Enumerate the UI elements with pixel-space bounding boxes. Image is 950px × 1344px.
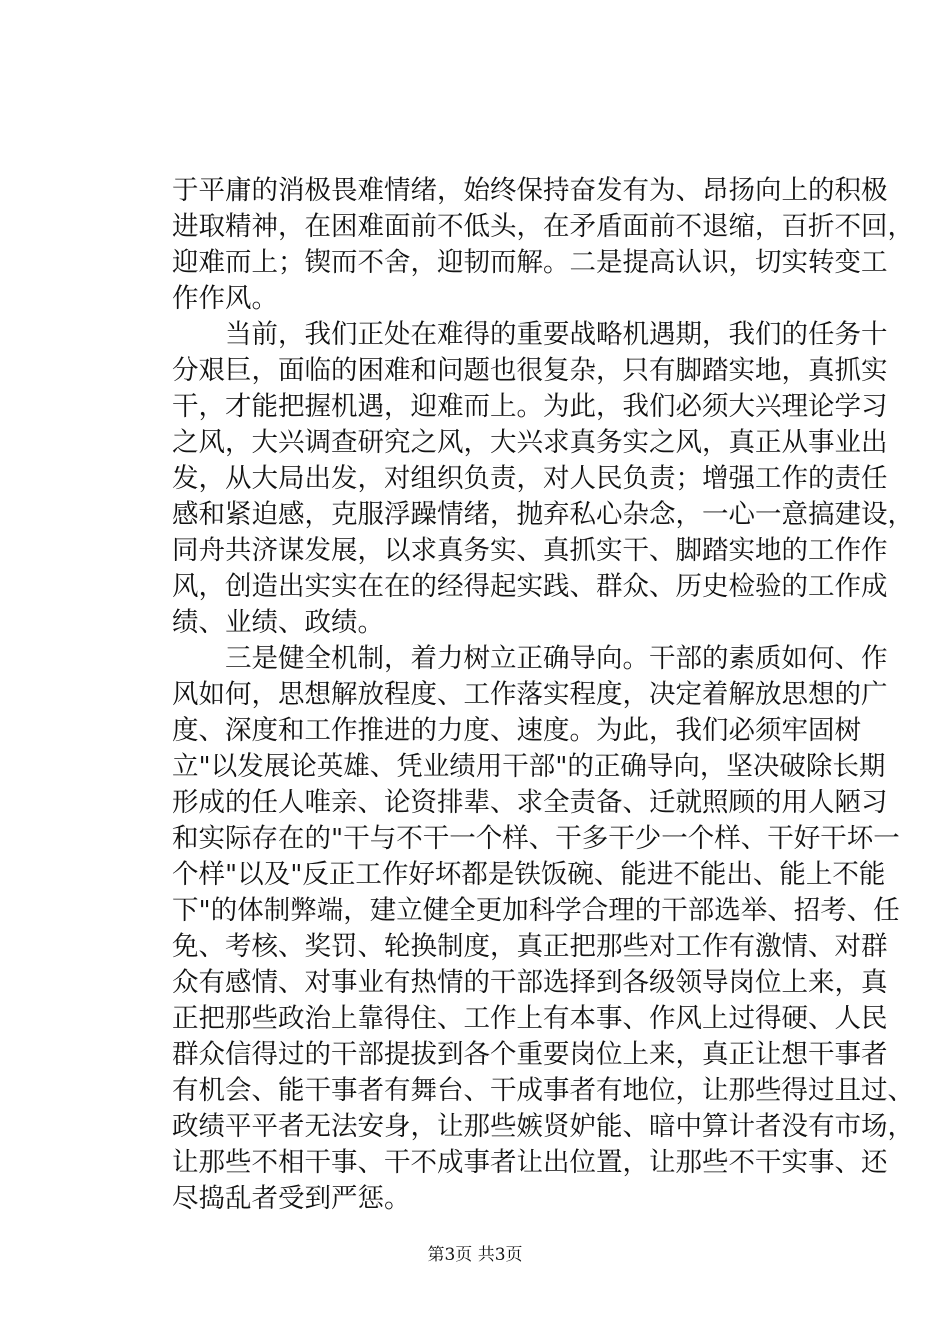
text-line: 干，才能把握机遇，迎难而上。为此，我们必须大兴理论学习 xyxy=(172,391,888,422)
text-line: 立"以发展论英雄、凭业绩用干部"的正确导向，坚决破除长期 xyxy=(172,751,886,782)
text-line: 绩、业绩、政绩。 xyxy=(172,607,384,638)
text-line: 免、考核、奖罚、轮换制度，真正把那些对工作有激情、对群 xyxy=(172,931,888,962)
text-line: 之风，大兴调查研究之风，大兴求真务实之风，真正从事业出 xyxy=(172,427,888,458)
text-line: 发，从大局出发，对组织负责，对人民负责；增强工作的责任 xyxy=(172,463,888,494)
text-line: 感和紧迫感，克服浮躁情绪，抛弃私心杂念，一心一意搞建设， xyxy=(172,499,914,530)
text-line: 迎难而上；锲而不舍，迎韧而解。二是提高认识，切实转变工 xyxy=(172,247,888,278)
text-line: 进取精神，在困难面前不低头，在矛盾面前不退缩，百折不回， xyxy=(172,211,914,242)
page-number-footer: 第3页 共3页 xyxy=(427,1245,523,1265)
text-line: 正把那些政治上靠得住、工作上有本事、作风上过得硬、人民 xyxy=(172,1003,888,1034)
text-line: 作作风。 xyxy=(172,283,278,314)
text-line: 风如何，思想解放程度、工作落实程度，决定着解放思想的广 xyxy=(172,679,888,710)
text-line: 度、深度和工作推进的力度、速度。为此，我们必须牢固树 xyxy=(172,715,861,746)
text-line: 和实际存在的"干与不干一个样、干多干少一个样、干好干坏一 xyxy=(172,823,900,854)
text-line: 风，创造出实实在在的经得起实践、群众、历史检验的工作成 xyxy=(172,571,888,602)
text-line: 三是健全机制，着力树立正确导向。干部的素质如何、作 xyxy=(172,643,888,674)
text-line: 有机会、能干事者有舞台、干成事者有地位，让那些得过且过、 xyxy=(172,1075,914,1106)
text-line: 于平庸的消极畏难情绪，始终保持奋发有为、昂扬向上的积极 xyxy=(172,175,888,206)
text-line: 政绩平平者无法安身，让那些嫉贤妒能、暗中算计者没有市场， xyxy=(172,1111,914,1142)
text-line: 形成的任人唯亲、论资排辈、求全责备、迁就照顾的用人陋习 xyxy=(172,787,888,818)
text-line: 众有感情、对事业有热情的干部选择到各级领导岗位上来，真 xyxy=(172,967,888,998)
text-line: 让那些不相干事、干不成事者让出位置，让那些不干实事、还 xyxy=(172,1147,888,1178)
text-line: 尽捣乱者受到严惩。 xyxy=(172,1183,411,1214)
text-line: 群众信得过的干部提拔到各个重要岗位上来，真正让想干事者 xyxy=(172,1039,888,1070)
text-line: 下"的体制弊端，建立健全更加科学合理的干部选举、招考、任 xyxy=(172,895,900,926)
text-line: 分艰巨，面临的困难和问题也很复杂，只有脚踏实地，真抓实 xyxy=(172,355,888,386)
text-line: 同舟共济谋发展，以求真务实、真抓实干、脚踏实地的工作作 xyxy=(172,535,888,566)
text-line: 个样"以及"反正工作好坏都是铁饭碗、能进不能出、能上不能 xyxy=(172,859,886,890)
text-line: 当前，我们正处在难得的重要战略机遇期，我们的任务十 xyxy=(172,319,888,350)
